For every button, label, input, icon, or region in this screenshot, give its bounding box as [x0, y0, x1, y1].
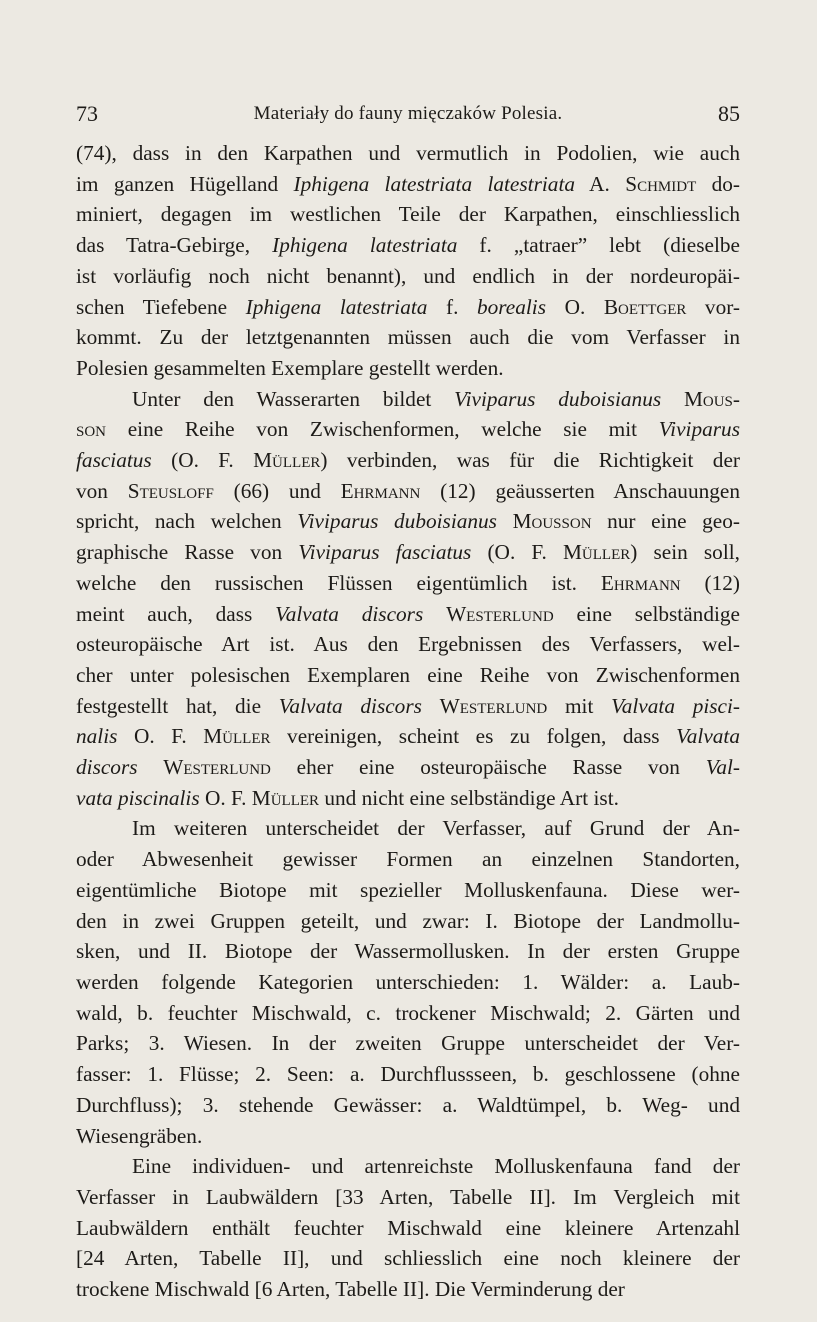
text-run: kommt. Zu der letztgenannten müssen auch die vom Verfasser in	[76, 325, 740, 350]
text-run: eine selbständige	[553, 601, 740, 626]
text-run: vor-	[686, 294, 740, 319]
text-line	[76, 414, 740, 445]
text-run: Eine individuen- und artenreichste Molluskenfauna fand der	[132, 1154, 740, 1179]
text-run: und nicht eine selbständige Art ist.	[319, 785, 619, 810]
italic-text: Valvata pisci-	[611, 693, 741, 718]
small-caps-name: Westerlund	[439, 693, 548, 718]
text-run: Unter den Wasserarten bildet	[132, 386, 455, 411]
text-line	[76, 1182, 740, 1213]
text-run: spricht, nach welchen	[76, 509, 298, 534]
text-line	[76, 752, 740, 783]
text-line	[76, 199, 740, 230]
text-line	[76, 660, 740, 691]
text-line	[76, 1090, 740, 1121]
text-run: schen Tiefebene	[76, 294, 246, 319]
text-run: mit	[547, 693, 612, 718]
small-caps-name: Ehrmann	[600, 570, 681, 595]
text-run: wald, b. feuchter Mischwald, c. trockener Mischwald; 2. Gärten und	[76, 1000, 740, 1025]
text-line	[76, 629, 740, 660]
text-run: werden folgende Kategorien unterschieden: 1. Wälder: a. Laub-	[76, 969, 740, 994]
small-caps-name: Schmidt	[625, 171, 697, 196]
text-run: Im weiteren unterscheidet der Verfasser, auf Grund der An-	[132, 816, 740, 841]
small-caps-name: Müller	[251, 785, 320, 810]
text-line	[76, 384, 740, 415]
text-line	[76, 998, 740, 1029]
text-run: (74), dass in den Karpathen und vermutlich in Podolien, wie auch	[76, 141, 740, 165]
small-caps-name: Boettger	[603, 294, 687, 319]
text-run: O. F.	[199, 785, 252, 810]
text-run: den in zwei Gruppen geteilt, und zwar: I. Biotope der Landmollu-	[76, 908, 740, 933]
text-line	[76, 568, 740, 599]
text-run: vereinigen, scheint es zu folgen, dass	[270, 724, 677, 749]
text-line	[76, 1274, 740, 1305]
italic-text: fasciatus	[76, 448, 152, 473]
italic-text: vata piscinalis	[76, 785, 200, 810]
text-run: ist vorläufig noch nicht benannt), und endlich in der nordeuropäi-	[76, 263, 740, 288]
text-run: eine Reihe von Zwischenformen, welche sie mit	[106, 417, 659, 442]
text-run: Wiesengräben.	[76, 1123, 203, 1148]
small-caps-name: Mous-	[683, 386, 740, 411]
italic-text: Valvata discors	[275, 601, 424, 626]
text-run: f. „tatraer” lebt (dieselbe	[457, 233, 740, 258]
text-line	[76, 1028, 740, 1059]
text-run: cher unter polesischen Exemplaren eine Reihe von Zwischenformen	[76, 662, 740, 687]
text-run: osteuropäische Art ist. Aus den Ergebnissen des Verfassers, wel-	[76, 632, 740, 657]
running-title: Materiały do fauny mięczaków Polesia.	[253, 103, 563, 124]
small-caps-name: Müller	[562, 540, 631, 565]
page-number-left: 73	[76, 101, 98, 126]
text-run: nur eine geo-	[591, 509, 740, 534]
text-line	[76, 445, 740, 476]
italic-text: nalis	[76, 724, 118, 749]
text-run: (66) und	[213, 478, 341, 503]
paragraph	[76, 813, 740, 1151]
text-line	[76, 813, 740, 844]
italic-text: Iphigena latestriata	[245, 294, 428, 319]
text-line	[76, 506, 740, 537]
italic-text: Viviparus duboisianus	[297, 509, 497, 534]
text-run: (O. F.	[471, 540, 563, 565]
text-line	[76, 322, 740, 353]
text-line	[76, 1121, 740, 1152]
text-run: Parks; 3. Wiesen. In der zweiten Gruppe unterscheidet der Ver-	[76, 1031, 740, 1056]
text-line	[76, 230, 740, 261]
text-run: fasser: 1. Flüsse; 2. Seen: a. Durchflussseen, b. geschlossene (ohne	[76, 1062, 740, 1087]
text-line	[76, 138, 740, 169]
small-caps-name: son	[76, 417, 107, 442]
text-run: Polesien gesammelten Exemplare gestellt werden.	[76, 355, 504, 380]
italic-text: Iphigena latestriata	[272, 233, 458, 258]
small-caps-name: Steusloff	[127, 478, 214, 503]
italic-text: Viviparus	[658, 417, 740, 442]
text-run: O.	[546, 294, 604, 319]
text-run: sken, und II. Biotope der Wassermollusken. In der ersten Gruppe	[76, 939, 740, 964]
text-run: Laubwäldern enthält feuchter Mischwald eine kleinere Artenzahl	[76, 1215, 740, 1240]
small-caps-name: Müller	[203, 724, 271, 749]
text-line	[76, 967, 740, 998]
text-run: f.	[427, 294, 477, 319]
paragraph	[76, 384, 740, 814]
text-run: A.	[575, 171, 626, 196]
small-caps-name: Mousson	[512, 509, 592, 534]
text-line	[76, 691, 740, 722]
text-run: (12) geäusserten Anschauungen	[420, 478, 740, 503]
text-run: O. F.	[117, 724, 204, 749]
text-run: ) sein soll,	[630, 540, 740, 565]
text-line	[76, 1243, 740, 1274]
text-run	[422, 694, 440, 718]
text-line	[76, 261, 740, 292]
text-run: (O. F.	[151, 448, 254, 473]
text-line	[76, 936, 740, 967]
italic-text: Valvata	[676, 724, 740, 749]
text-run	[138, 755, 164, 779]
small-caps-name: Westerlund	[163, 755, 271, 780]
page-header	[76, 96, 740, 132]
text-run: trockene Mischwald [6 Arten, Tabelle II]. Die Verminderung der	[76, 1277, 625, 1302]
page-number-right: 85	[718, 101, 740, 126]
text-run: miniert, degagen im westlichen Teile der Karpathen, einschliesslich	[76, 202, 740, 227]
text-run: im ganzen Hügelland	[76, 171, 294, 196]
text-run: Verfasser in Laubwäldern [33 Arten, Tabelle II]. Im Vergleich mit	[76, 1184, 740, 1209]
text-line	[76, 599, 740, 630]
text-run	[497, 509, 513, 533]
text-line	[76, 169, 740, 200]
text-run: [24 Arten, Tabelle II], und schliesslich eine noch kleinere der	[76, 1246, 740, 1271]
text-run: eigentümliche Biotope mit spezieller Molluskenfauna. Diese wer-	[76, 877, 740, 902]
text-run: festgestellt hat, die	[76, 693, 279, 718]
text-run: (12)	[680, 570, 740, 595]
italic-text: Viviparus duboisianus	[454, 386, 662, 411]
text-line	[76, 1059, 740, 1090]
text-line	[76, 1213, 740, 1244]
text-run: do-	[696, 171, 740, 196]
text-run	[423, 602, 446, 626]
italic-text: Valvata discors	[278, 693, 422, 718]
text-line	[76, 906, 740, 937]
paragraph	[76, 138, 740, 384]
text-line	[76, 353, 740, 384]
italic-text: Iphigena latestriata latestriata	[293, 171, 576, 196]
text-run: von	[76, 478, 128, 503]
text-run: ) verbinden, was für die Richtigkeit der	[320, 448, 741, 473]
text-line	[76, 537, 740, 568]
text-run: das Tatra-Gebirge,	[76, 233, 273, 258]
text-run: Durchfluss); 3. stehende Gewässer: a. Waldtümpel, b. Weg- und	[76, 1092, 740, 1117]
paragraph	[76, 1151, 740, 1305]
body-text	[76, 138, 740, 1305]
text-run: eher eine osteuropäische Rasse von	[270, 755, 706, 780]
text-run: graphische Rasse von	[76, 540, 299, 565]
small-caps-name: Westerlund	[446, 601, 554, 626]
italic-text: Val-	[705, 755, 740, 780]
text-line	[76, 783, 740, 814]
text-run: oder Abwesenheit gewisser Formen an einzelnen Standorten,	[76, 847, 740, 872]
text-line	[76, 844, 740, 875]
text-run: meint auch, dass	[76, 601, 276, 626]
italic-text: borealis	[476, 294, 547, 319]
italic-text: Viviparus fasciatus	[298, 540, 472, 565]
text-line	[76, 476, 740, 507]
italic-text: discors	[76, 755, 138, 780]
text-line	[76, 875, 740, 906]
text-run	[661, 387, 684, 411]
text-line	[76, 292, 740, 323]
text-run: welche den russischen Flüssen eigentümlich ist.	[76, 570, 601, 595]
text-line	[76, 721, 740, 752]
small-caps-name: Müller	[253, 448, 321, 473]
text-line	[76, 1151, 740, 1182]
small-caps-name: Ehrmann	[340, 478, 421, 503]
